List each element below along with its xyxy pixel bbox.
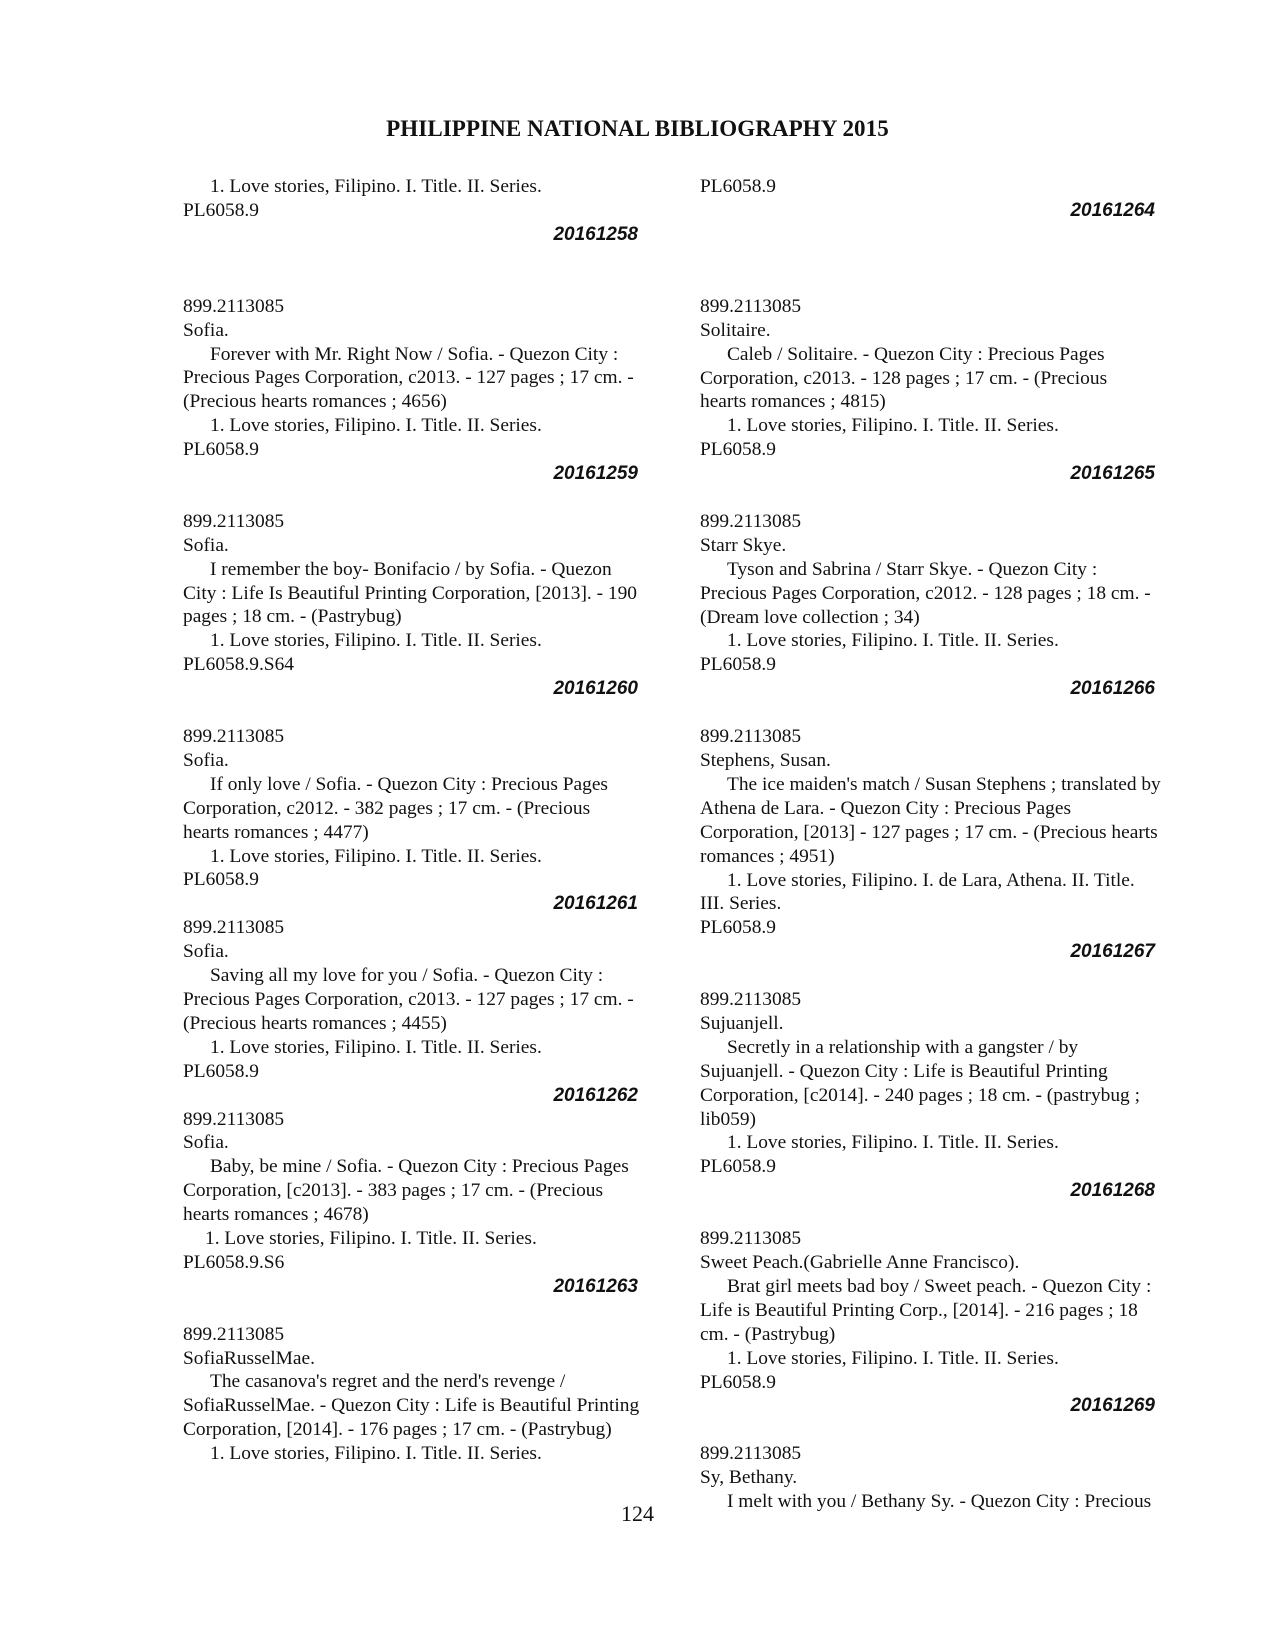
call-number: PL6058.9.S6 — [183, 1251, 285, 1273]
bibliographic-entry — [700, 295, 1195, 486]
description-line: Baby, be mine / Sofia. - Quezon City : Precious Pages — [210, 1156, 629, 1178]
call-number: PL6058.9 — [183, 1060, 259, 1082]
description-line: Corporation, c2012. - 382 pages ; 17 cm. - (Precious — [183, 797, 591, 819]
bibliographic-entry — [700, 1227, 1195, 1418]
call-number: PL6058.9 — [700, 439, 776, 461]
record-id: 20161259 — [553, 463, 638, 485]
author: SofiaRusselMae. — [183, 1347, 315, 1369]
description-line: The casanova's regret and the nerd's revenge / — [210, 1371, 566, 1393]
page-number: 124 — [621, 1501, 654, 1526]
description-line: I remember the boy- Bonifacio / by Sofia. - Quezon — [210, 558, 612, 580]
description-line: Precious Pages Corporation, c2013. - 127 pages ; 17 cm. - — [183, 367, 634, 389]
bibliographic-entry — [183, 1108, 638, 1299]
record-id: 20161260 — [553, 678, 638, 700]
description-line: SofiaRusselMae. - Quezon City : Life is Beautiful Printing — [183, 1395, 640, 1417]
description-line: I melt with you / Bethany Sy. - Quezon City : Precious — [727, 1491, 1152, 1513]
bibliographic-entry — [183, 1323, 638, 1466]
record-id: 20161263 — [553, 1275, 638, 1297]
description-line: Saving all my love for you / Sofia. - Quezon City : — [210, 965, 604, 987]
author: Sofia. — [183, 749, 229, 771]
description-line: (Dream love collection ; 34) — [700, 606, 920, 628]
description-line: The ice maiden's match / Susan Stephens ; translated by — [727, 773, 1161, 795]
author: Sy, Bethany. — [700, 1467, 798, 1489]
description-line: Corporation, c2013. - 128 pages ; 17 cm. - (Precious — [700, 367, 1108, 389]
call-number: PL6058.9 — [700, 1156, 776, 1178]
call-number: PL6058.9.S64 — [183, 654, 294, 676]
subject-headings: 1. Love stories, Filipino. I. Title. II. Series. — [727, 630, 1059, 652]
class-number: 899.2113085 — [183, 917, 285, 939]
class-number: 899.2113085 — [700, 1443, 802, 1465]
class-number: 899.2113085 — [183, 1108, 285, 1130]
author: Sweet Peach.(Gabrielle Anne Francisco). — [700, 1252, 1020, 1273]
call-number: PL6058.9 — [700, 176, 776, 197]
author: Solitaire. — [700, 319, 771, 341]
subject-headings: 1. Love stories, Filipino. I. Title. II. Series. — [210, 1036, 542, 1058]
subject-headings: 1. Love stories, Filipino. I. Title. II. Series. — [727, 1132, 1059, 1154]
description-line: Corporation, [2013] - 127 pages ; 17 cm. - (Precious hearts — [700, 821, 1158, 843]
author: Starr Skye. — [700, 534, 787, 556]
call-number: PL6058.9 — [183, 199, 259, 221]
subject-headings: 1. Love stories, Filipino. I. Title. II. Series. — [205, 1228, 537, 1250]
subject-headings: 1. Love stories, Filipino. I. Title. II. Series. — [210, 415, 542, 437]
description-line: Brat girl meets bad boy / Sweet peach. - Quezon City : — [727, 1275, 1152, 1297]
record-id: 20161264 — [1070, 199, 1155, 221]
class-number: 899.2113085 — [183, 295, 285, 317]
description-line: pages ; 18 cm. - (Pastrybug) — [183, 606, 402, 628]
description-line: cm. - (Pastrybug) — [700, 1323, 836, 1345]
description-line: Sujuanjell. - Quezon City : Life is Beautiful Printing — [700, 1060, 1108, 1082]
description-line: If only love / Sofia. - Quezon City : Precious Pages — [210, 773, 608, 795]
record-id: 20161261 — [553, 893, 638, 915]
bibliographic-entry — [183, 510, 638, 701]
bibliographic-entry — [700, 510, 1195, 701]
subject-headings: 1. Love stories, Filipino. I. Title. II. Series. — [210, 1443, 542, 1465]
left-column — [183, 175, 638, 1466]
description-line: hearts romances ; 4678) — [183, 1204, 369, 1226]
page-title: PHILIPPINE NATIONAL BIBLIOGRAPHY 2015 — [386, 116, 889, 141]
bibliographic-entry — [700, 988, 1195, 1203]
author: Stephens, Susan. — [700, 750, 831, 771]
author: Sofia. — [183, 534, 229, 556]
description-line: (Precious hearts romances ; 4455) — [183, 1012, 447, 1034]
subject-headings: 1. Love stories, Filipino. I. Title. II. Series. — [210, 845, 542, 867]
record-id: 20161265 — [1070, 463, 1155, 485]
call-number: PL6058.9 — [700, 917, 776, 939]
call-number: PL6058.9 — [183, 439, 259, 461]
bibliographic-entry — [183, 725, 638, 916]
description-line: Corporation, [c2013]. - 383 pages ; 17 cm. - (Precious — [183, 1180, 604, 1202]
class-number: 899.2113085 — [700, 1228, 802, 1250]
author: Sofia. — [183, 1132, 229, 1154]
bibliographic-entry — [183, 295, 638, 486]
subject-headings: 1. Love stories, Filipino. I. Title. II. Series. — [210, 630, 542, 652]
bibliographic-entry — [700, 725, 1195, 964]
class-number: 899.2113085 — [700, 726, 802, 748]
description-line: Caleb / Solitaire. - Quezon City : Precious Pages — [727, 343, 1105, 365]
class-number: 899.2113085 — [183, 1323, 285, 1345]
description-line: romances ; 4951) — [700, 845, 835, 867]
subject-headings: 1. Love stories, Filipino. I. Title. II. Series. — [727, 1347, 1059, 1369]
entry-fragment — [700, 175, 1195, 223]
description-line: Precious Pages Corporation, c2013. - 127 pages ; 17 cm. - — [183, 988, 634, 1010]
author: Sofia. — [183, 941, 229, 963]
class-number: 899.2113085 — [183, 510, 285, 532]
description-line: Corporation, [2014]. - 176 pages ; 17 cm. - (Pastrybug) — [183, 1419, 612, 1441]
description-line: (Precious hearts romances ; 4656) — [183, 391, 447, 413]
class-number: 899.2113085 — [183, 726, 285, 747]
description-line: Athena de Lara. - Quezon City : Precious Pages — [700, 797, 1072, 819]
record-id: 20161266 — [1070, 678, 1155, 700]
description-line: Life is Beautiful Printing Corp., [2014]. - 216 pages ; 18 — [700, 1299, 1138, 1321]
author: Sofia. — [183, 319, 229, 341]
record-id: 20161267 — [1070, 941, 1155, 963]
bibliographic-entry — [183, 916, 638, 1107]
author: Sujuanjell. — [700, 1012, 784, 1034]
record-id: 20161262 — [553, 1084, 638, 1106]
call-number: PL6058.9 — [183, 869, 259, 891]
call-number: PL6058.9 — [700, 654, 776, 676]
description-line: lib059) — [700, 1108, 757, 1130]
class-number: 899.2113085 — [700, 295, 802, 317]
description-line: Tyson and Sabrina / Starr Skye. - Quezon City : — [727, 558, 1098, 580]
description-line: hearts romances ; 4815) — [700, 391, 886, 413]
subject-headings: 1. Love stories, Filipino. I. Title. II. Series. — [727, 415, 1059, 437]
description-line: Forever with Mr. Right Now / Sofia. - Quezon City : — [210, 343, 619, 365]
class-number: 899.2113085 — [700, 510, 802, 532]
call-number: PL6058.9 — [700, 1371, 776, 1393]
description-line: Precious Pages Corporation, c2012. - 128 pages ; 18 cm. - — [700, 582, 1151, 604]
record-id: 20161268 — [1070, 1180, 1155, 1202]
right-column — [700, 175, 1195, 1514]
record-id: 20161258 — [553, 223, 638, 245]
entry-fragment — [183, 175, 638, 247]
description-line: hearts romances ; 4477) — [183, 821, 369, 843]
subject-headings: 1. Love stories, Filipino. I. Title. II. Series. — [210, 176, 542, 197]
description-line: Corporation, [c2014]. - 240 pages ; 18 cm. - (pastrybug ; — [700, 1084, 1140, 1106]
subject-headings: III. Series. — [700, 893, 782, 915]
description-line: Secretly in a relationship with a gangster / by — [727, 1036, 1079, 1058]
record-id: 20161269 — [1070, 1395, 1155, 1417]
description-line: City : Life Is Beautiful Printing Corporation, [2013]. - 190 — [183, 582, 638, 604]
subject-headings: 1. Love stories, Filipino. I. de Lara, Athena. II. Title. — [727, 869, 1135, 891]
class-number: 899.2113085 — [700, 989, 802, 1011]
